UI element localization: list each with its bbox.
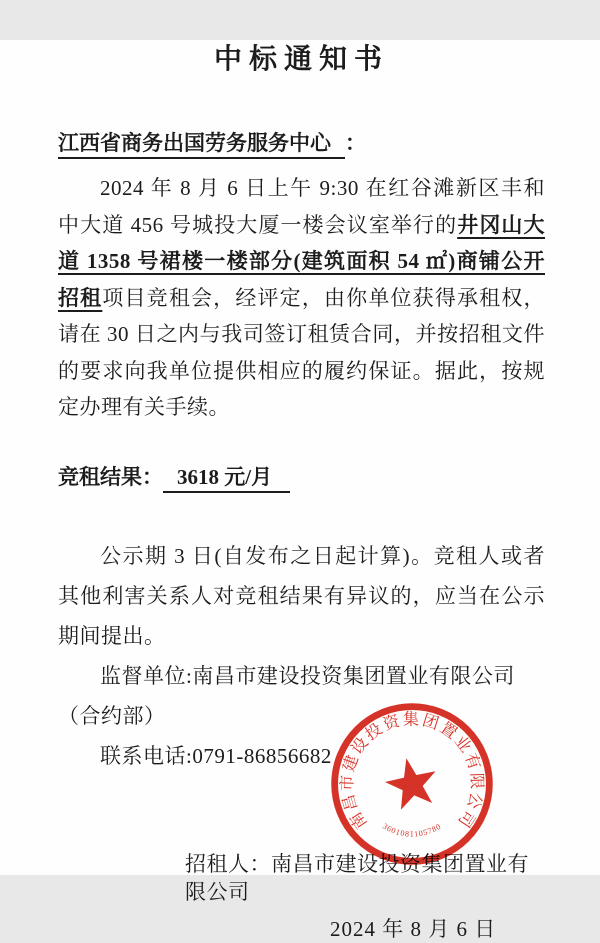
body-text-part1: 2024 年 8 月 6 日上午 9:30 在红谷滩新区丰和中大道 456 号城投大厦一楼会议室举行的: [58, 176, 545, 237]
signature-date: 2024 年 8 月 6 日: [330, 916, 497, 941]
seal-star-icon: [381, 753, 442, 812]
supervisor-line: 监督单位:南昌市建设投资集团置业有限公司（合约部）: [58, 663, 515, 728]
seal-code-text: 3601081105780: [381, 821, 443, 839]
contact-phone-line: 联系电话:0791-86856682: [100, 743, 332, 768]
company-seal: [327, 699, 497, 869]
body-text-part3: 项目竞租会，经评定，由你单位获得承租权，请在 30 日之内与我司签订租赁合同，并按招租文件的要求向我单位提供相应的履约保证。据此，按规定办理有关手续。: [58, 285, 546, 419]
bid-result-label: 竞租结果：: [58, 464, 163, 489]
seal-company-arc: 南昌市建设投资集团置业有限公司: [339, 711, 485, 832]
lessor-signature-line: 招租人：南昌市建设投资集团置业有限公司: [185, 851, 529, 904]
body-paragraph: [58, 170, 545, 426]
page-title: 中标通知书: [213, 44, 389, 75]
addressee-colon: ：: [345, 131, 366, 155]
addressee-name: 江西省商务出国劳务服务中心: [58, 131, 345, 159]
bid-result-line: [58, 462, 545, 492]
public-notice-paragraph: 公示期 3 日(自发布之日起计算)。竞租人或者其他利害关系人对竞租结果有异议的，应当在公示期间提出。: [58, 543, 545, 648]
body-text-project-emphasized: 井冈山大道 1358 号裙楼一楼部分(建筑面积 54 ㎡)商铺公开招租: [58, 212, 546, 310]
addressee-line: [58, 129, 545, 157]
document-page: [0, 40, 600, 941]
bid-result-value: 3618 元/月: [163, 465, 290, 493]
